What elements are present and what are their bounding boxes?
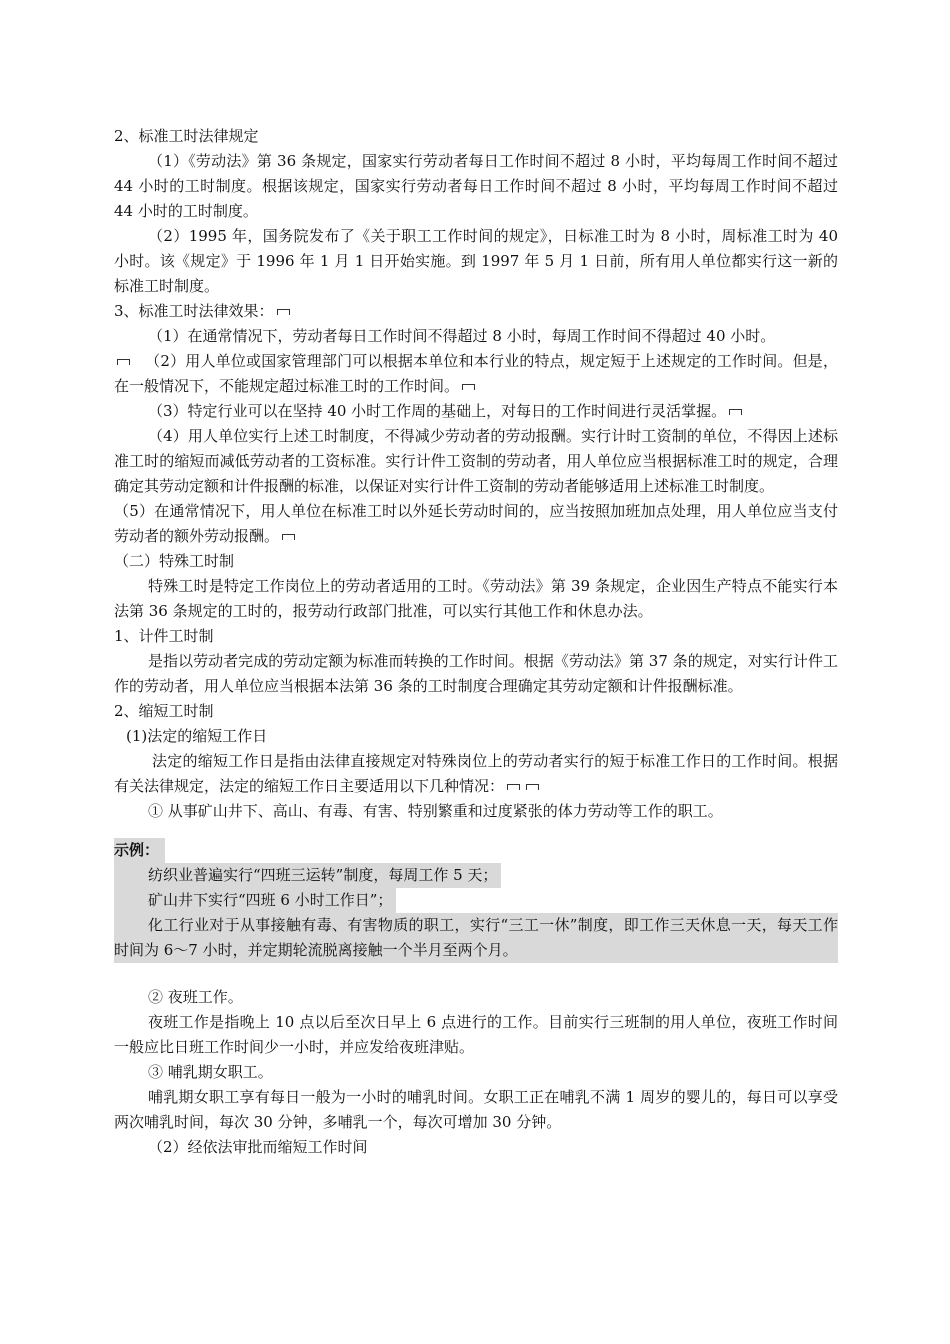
paragraph-standard-2: （2）1995 年，国务院发布了《关于职工工作时间的规定》，日标准工时为 8 小时，周标准工时为 40 小时。该《规定》于 1996 年 1 月 1 日开始实施。到 1997 年 5 月 1 日前，所有用人单位都实行这一新的标准工时制度。 — [114, 227, 838, 295]
paragraph-mark-icon — [282, 534, 295, 540]
paragraph-special: 特殊工时是特定工作岗位上的劳动者适用的工时。《劳动法》第 39 条规定，企业因生产特点不能实行本法第 36 条规定的工时的，报劳动行政部门批准，可以实行其他工作和休息办法。 — [114, 577, 838, 620]
paragraph-case-3: 哺乳期女职工享有每日一般为一小时的哺乳时间。女职工正在哺乳不满 1 周岁的婴儿的，每日可以享受两次哺乳时间，每次 30 分钟，多哺乳一个，每次可增加 30 分钟。 — [114, 1088, 838, 1131]
effect-item-5 — [114, 499, 838, 549]
heading-special: （二）特殊工时制 — [114, 552, 235, 570]
heading-short-2: （2）经依法审批而缩短工作时间 — [148, 1138, 368, 1156]
paragraph-mark-icon — [277, 309, 290, 315]
example-title-row — [114, 838, 838, 863]
paragraph-short-1-text: 法定的缩短工作日是指由法律直接规定对特殊岗位上的劳动者实行的短于标准工作日的工作时间。根据有关法律规定，法定的缩短工作日主要适用以下几种情况： — [114, 752, 838, 795]
heading-short: 2、缩短工时制 — [114, 702, 214, 720]
example-item-2-row — [114, 888, 838, 913]
heading-standard-legal: 2、标准工时法律规定 — [114, 127, 259, 145]
paragraph-mark-icon — [507, 784, 520, 790]
example-item-1: 纺织业普遍实行“四班三运转”制度，每周工作 5 天； — [114, 863, 501, 888]
case-3: ③ 哺乳期女职工。 — [148, 1063, 273, 1081]
case-2: ② 夜班工作。 — [148, 988, 243, 1006]
paragraph-case-2: 夜班工作是指晚上 10 点以后至次日早上 6 点进行的工作。目前实行三班制的用人单位，夜班工作时间一般应比日班工作时间少一小时，并应发给夜班津贴。 — [114, 1013, 838, 1056]
heading-standard-effect-text: 3、标准工时法律效果： — [114, 302, 274, 320]
paragraph-mark-icon — [462, 384, 475, 390]
example-item-3: 化工行业对于从事接触有毒、有害物质的职工，实行“三工一休”制度，即工作三天休息一天，每天工作时间为 6～7 小时，并定期轮流脱离接触一个半月至两个月。 — [114, 913, 838, 963]
case-1: ① 从事矿山井下、高山、有毒、有害、特别繁重和过度紧张的体力劳动等工作的职工。 — [148, 802, 723, 820]
effect-item-5-text: （5）在通常情况下，用人单位在标准工时以外延长劳动时间的，应当按照加班加点处理，用人单位应当支付劳动者的额外劳动报酬。 — [114, 502, 838, 545]
effect-item-1: （1）在通常情况下，劳动者每日工作时间不得超过 8 小时，每周工作时间不得超过 40 小时。 — [148, 327, 776, 345]
effect-item-3-text: （3）特定行业可以在坚持 40 小时工作周的基础上，对每日的工作时间进行灵活掌握。 — [148, 402, 727, 420]
document-body — [114, 124, 838, 1160]
paragraph-mark-icon — [526, 784, 539, 790]
effect-item-3 — [114, 399, 838, 424]
example-item-2: 矿山井下实行“四班 6 小时工作日”； — [114, 888, 396, 913]
example-title: 示例： — [114, 838, 165, 863]
example-item-1-row — [114, 863, 838, 888]
paragraph-piece: 是指以劳动者完成的劳动定额为标准而转换的工作时间。根据《劳动法》第 37 条的规定，对实行计件工作的劳动者，用人单位应当根据本法第 36 条的工时制度合理确定其劳动定额和计件报酬标准。 — [114, 652, 838, 695]
paragraph-mark-icon — [117, 359, 130, 365]
heading-standard-effect — [114, 299, 838, 324]
paragraph-short-1 — [114, 749, 838, 799]
effect-item-2-text: （2）用人单位或国家管理部门可以根据本单位和本行业的特点，规定短于上述规定的工作时间。但是，在一般情况下，不能规定超过标准工时的工作时间。 — [114, 352, 838, 395]
effect-item-4: （4）用人单位实行上述工时制度，不得减少劳动者的劳动报酬。实行计时工资制的单位，不得因上述标准工时的缩短而减低劳动者的工资标准。实行计件工资制的劳动者，用人单位应当根据标准工时的规定，合理确定其劳动定额和计件报酬的标准，以保证对实行计件工资制的劳动者能够适用上述标准工时制度。 — [114, 427, 838, 495]
effect-item-2 — [114, 349, 838, 399]
heading-piece: 1、计件工时制 — [114, 627, 214, 645]
heading-short-1: (1)法定的缩短工作日 — [126, 727, 268, 745]
paragraph-mark-icon — [729, 409, 742, 415]
paragraph-standard-1: （1）《劳动法》第 36 条规定，国家实行劳动者每日工作时间不超过 8 小时，平均每周工作时间不超过 44 小时的工时制度。根据该规定，国家实行劳动者每日工作时间不超过 8 小时，平均每周工作时间不超过 44 小时的工时制度。 — [114, 152, 838, 220]
